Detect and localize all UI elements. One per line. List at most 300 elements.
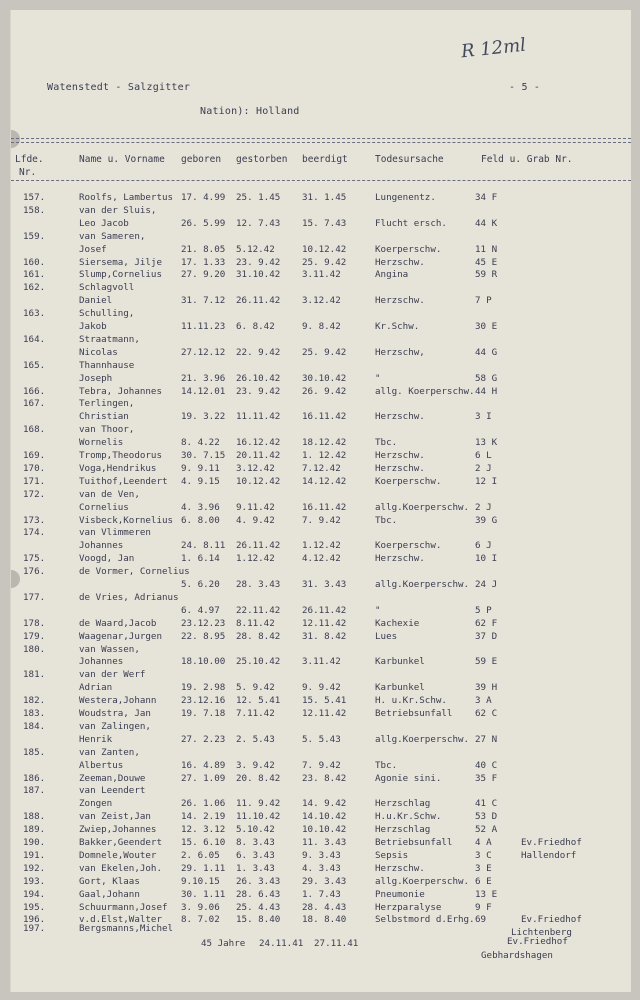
cell-cause: Tbc. <box>375 759 398 771</box>
col-lfde: Lfde. <box>15 154 44 165</box>
table-row <box>11 863 631 876</box>
table-row-continuation <box>11 579 631 592</box>
col-nr: Nr. <box>19 167 37 178</box>
rule-top-2 <box>11 142 631 143</box>
cell-died: 1.12.42 <box>236 553 275 565</box>
cell-grave: 3 E <box>475 862 492 874</box>
table-row <box>11 902 631 915</box>
table-row-continuation <box>11 605 631 618</box>
cell-died: 9.11.42 <box>236 501 275 513</box>
cell-cemetery: Hallendorf <box>521 849 577 861</box>
cell-cause: Herzschw. <box>375 295 425 307</box>
row-number: 159. <box>23 230 46 242</box>
cell-name: de Vormer, Cornelius <box>79 566 190 578</box>
cell-name: Leo Jacob <box>79 217 129 229</box>
cell-cause: Koerperschw. <box>375 475 442 487</box>
table-row <box>11 773 631 786</box>
cell-cause: Herzschw. <box>375 411 425 423</box>
cell-grave: 9 F <box>475 901 492 913</box>
cell-cause: " <box>375 604 381 616</box>
cell-born: 27. 9.20 <box>181 269 226 281</box>
cell-died: 3.12.42 <box>236 462 275 474</box>
cell-cause: Kachexie <box>375 617 420 629</box>
cell-cause: Sepsis <box>375 849 409 861</box>
cell-died: 7.11.42 <box>236 708 275 719</box>
table-row <box>11 515 631 528</box>
cell-buried: 23. 8.42 <box>302 772 347 784</box>
cell-born: 27. 1.09 <box>181 772 226 784</box>
cell-born: 21. 3.96 <box>181 372 226 384</box>
cell-grave: 39 H <box>475 682 498 694</box>
cell-died: 10.12.42 <box>236 475 281 487</box>
cell-born: 11.11.23 <box>181 321 226 332</box>
record-197-extra1: Ev.Friedhof <box>507 936 568 947</box>
col-name: Name u. Vorname <box>79 154 165 165</box>
cell-cemetery: Ev.Friedhof <box>521 837 582 848</box>
cell-cause: Betriebsunfall <box>375 708 453 719</box>
row-number: 163. <box>23 308 46 320</box>
row-number: 187. <box>23 785 46 797</box>
cell-name: Bakker,Geendert <box>79 837 162 848</box>
location-header: Watenstedt - Salzgitter <box>47 82 191 93</box>
row-number: 190. <box>23 837 46 848</box>
cell-grave: 4 A <box>475 837 492 848</box>
cell-born: 19. 2.98 <box>181 682 226 694</box>
cell-grave: 13 K <box>475 437 498 449</box>
cell-grave: 62 C <box>475 708 498 719</box>
cell-name: Zongen <box>79 798 113 810</box>
cell-born: 14. 2.19 <box>181 811 226 823</box>
cell-buried: 12.11.42 <box>302 708 347 719</box>
cell-name: Jakob <box>79 321 107 332</box>
cell-grave: 69 <box>475 914 487 926</box>
cell-died: 25. 1.45 <box>236 192 281 203</box>
cell-cause: Flucht ersch. <box>375 217 447 229</box>
cell-buried: 31. 1.45 <box>302 192 347 203</box>
cell-name: Schuurmann,Josef <box>79 901 168 913</box>
row-number: 174. <box>23 527 46 539</box>
cell-born: 6. 8.00 <box>181 514 220 526</box>
cell-died: 16.12.42 <box>236 437 281 449</box>
cell-cause: Agonie sini. <box>375 772 442 784</box>
cell-name: de Waard,Jacob <box>79 617 157 629</box>
cell-grave: 45 E <box>475 256 498 268</box>
cell-buried: 15. 5.41 <box>302 695 347 707</box>
cell-grave: 58 G <box>475 372 498 384</box>
table-row <box>11 257 631 270</box>
cell-born: 6. 4.97 <box>181 604 220 616</box>
cell-buried: 10.10.42 <box>302 824 347 836</box>
cell-buried: 12.11.42 <box>302 617 347 629</box>
cell-name: Straatmann, <box>79 333 140 345</box>
cell-grave: 59 R <box>475 269 498 281</box>
cell-born: 30. 1.11 <box>181 888 226 900</box>
col-feld-grab: Feld u. Grab Nr. <box>481 154 573 165</box>
table-row-continuation <box>11 295 631 308</box>
cell-buried: 16.11.42 <box>302 501 347 513</box>
cell-name: Westera,Johann <box>79 695 157 707</box>
cell-cause: Koerperschw. <box>375 540 442 552</box>
cell-born: 19. 3.22 <box>181 411 226 423</box>
row-number: 157. <box>23 192 46 203</box>
cell-name: Zwiep,Johannes <box>79 824 157 836</box>
cell-buried: 11. 3.43 <box>302 837 347 848</box>
document-page <box>10 10 631 992</box>
cell-born: 27.12.12 <box>181 346 226 358</box>
table-row <box>11 424 631 437</box>
cell-buried: 3.11.42 <box>302 656 341 668</box>
row-number: 177. <box>23 591 46 603</box>
cell-died: 6. 8.42 <box>236 321 275 332</box>
table-row <box>11 489 631 502</box>
cell-buried: 31. 3.43 <box>302 579 347 590</box>
col-todesursache: Todesursache <box>375 154 444 165</box>
cell-born: 4. 9.15 <box>181 475 220 487</box>
cell-buried: 9. 3.43 <box>302 849 341 861</box>
cell-born: 1. 6.14 <box>181 553 220 565</box>
cell-name: Johannes <box>79 656 124 668</box>
cell-buried: 1.12.42 <box>302 540 341 552</box>
cell-buried: 26. 9.42 <box>302 385 347 397</box>
table-row <box>11 876 631 889</box>
cell-name: van der Sluis, <box>79 204 157 216</box>
cell-grave: 3 C <box>475 849 492 861</box>
cell-cause: Karbunkel <box>375 682 425 694</box>
cell-died: 11. 9.42 <box>236 798 281 810</box>
table-row-continuation <box>11 437 631 450</box>
table-row <box>11 450 631 463</box>
cell-cause: Herzparalyse <box>375 901 442 913</box>
cell-died: 26.11.42 <box>236 295 281 307</box>
cell-cause: Herzschw. <box>375 450 425 461</box>
cell-name: Thannhause <box>79 359 135 371</box>
cell-born: 26. 5.99 <box>181 217 226 229</box>
record-197-name: Bergsmanns,Michel <box>79 923 174 934</box>
cell-died: 31.10.42 <box>236 269 281 281</box>
table-row <box>11 850 631 863</box>
cell-died: 8.11.42 <box>236 617 275 629</box>
handwritten-note: R 12ml <box>460 34 527 63</box>
cell-buried: 18. 8.40 <box>302 914 347 926</box>
cell-grave: 40 C <box>475 759 498 771</box>
punch-hole <box>11 130 20 148</box>
cell-name: Nicolas <box>79 346 118 358</box>
table-row <box>11 644 631 657</box>
cell-buried: 3.11.42 <box>302 269 341 281</box>
cell-grave: 3 A <box>475 695 492 707</box>
page-number: - 5 - <box>509 82 541 93</box>
cell-name: van Thoor, <box>79 424 135 436</box>
cell-name: Gaal,Johann <box>79 888 140 900</box>
table-row <box>11 360 631 373</box>
cell-born: 27. 2.23 <box>181 733 226 745</box>
cell-name: Albertus <box>79 759 124 771</box>
cell-grave: 2 J <box>475 501 492 513</box>
cell-died: 20.11.42 <box>236 450 281 461</box>
table-row <box>11 386 631 399</box>
row-number: 184. <box>23 720 46 732</box>
row-number: 171. <box>23 475 46 487</box>
cell-grave: 53 D <box>475 811 498 823</box>
cell-died: 1. 3.43 <box>236 862 275 874</box>
table-row <box>11 463 631 476</box>
cell-buried: 1. 7.43 <box>302 888 341 900</box>
cell-cemetery: Lichtenberg <box>511 927 572 939</box>
cell-died: 23. 9.42 <box>236 256 281 268</box>
row-number: 179. <box>23 630 46 642</box>
cell-name: Henrik <box>79 733 113 745</box>
cell-born: 4. 3.96 <box>181 501 220 513</box>
cell-buried: 25. 9.42 <box>302 346 347 358</box>
cell-buried: 18.12.42 <box>302 437 347 449</box>
cell-died: 28. 8.42 <box>236 630 281 642</box>
row-number: 188. <box>23 811 46 823</box>
cell-buried: 4.12.42 <box>302 553 341 565</box>
cell-name: v.d.Elst,Walter <box>79 914 162 926</box>
table-row <box>11 824 631 837</box>
cell-name: van Vlimmeren <box>79 527 151 539</box>
cell-name: Tuithof,Leendert <box>79 475 168 487</box>
cell-name: Zeeman,Douwe <box>79 772 146 784</box>
table-row <box>11 192 631 205</box>
cell-grave: 2 J <box>475 462 492 474</box>
row-number: 170. <box>23 462 46 474</box>
cell-name: van Ekelen,Joh. <box>79 862 162 874</box>
cell-died: 3. 9.42 <box>236 759 275 771</box>
cell-born: 8. 4.22 <box>181 437 220 449</box>
row-number: 180. <box>23 643 46 655</box>
cell-buried: 16.11.42 <box>302 411 347 423</box>
cell-name: Joseph <box>79 372 113 384</box>
cell-name: Woudstra, Jan <box>79 708 151 719</box>
cell-buried: 28. 4.43 <box>302 901 347 913</box>
cell-grave: 62 F <box>475 617 498 629</box>
cell-grave: 11 N <box>475 243 498 255</box>
cell-died: 20. 8.42 <box>236 772 281 784</box>
cell-buried: 7. 9.42 <box>302 514 341 526</box>
table-row <box>11 553 631 566</box>
cell-grave: 6 L <box>475 450 492 461</box>
cell-died: 26.10.42 <box>236 372 281 384</box>
cell-grave: 13 E <box>475 888 498 900</box>
row-number: 173. <box>23 514 46 526</box>
record-197-gest: 24.11.41 <box>259 938 304 949</box>
cell-grave: 37 D <box>475 630 498 642</box>
row-number: 195. <box>23 901 46 913</box>
cell-died: 8. 3.43 <box>236 837 275 848</box>
cell-died: 26. 3.43 <box>236 875 281 887</box>
cell-buried: 3.12.42 <box>302 295 341 307</box>
cell-name: Tebra, Johannes <box>79 385 162 397</box>
table-row-continuation <box>11 321 631 334</box>
cell-died: 28. 6.43 <box>236 888 281 900</box>
table-row-continuation <box>11 734 631 747</box>
row-number: 182. <box>23 695 46 707</box>
cell-cause: Koerperschw. <box>375 243 442 255</box>
cell-buried: 14. 9.42 <box>302 798 347 810</box>
cell-cause: Selbstmord d.Erhg. <box>375 914 475 926</box>
table-row-continuation <box>11 411 631 424</box>
cell-buried: 1. 12.42 <box>302 450 347 461</box>
cell-name: Cornelius <box>79 501 129 513</box>
cell-grave: 12 I <box>475 475 498 487</box>
cell-died: 12. 5.41 <box>236 695 281 707</box>
cell-died: 2. 5.43 <box>236 733 275 745</box>
cell-name: Voogd, Jan <box>79 553 135 565</box>
cell-name: Christian <box>79 411 129 423</box>
cell-died: 15. 8.40 <box>236 914 281 926</box>
cell-cause: Herzschlag <box>375 798 431 810</box>
cell-name: van Sameren, <box>79 230 146 242</box>
row-number: 165. <box>23 359 46 371</box>
cell-name: Visbeck,Kornelius <box>79 514 174 526</box>
cell-grave: 44 K <box>475 217 498 229</box>
table-row <box>11 631 631 644</box>
cell-cause: Pneumonie <box>375 888 425 900</box>
cell-grave: 44 H <box>475 385 498 397</box>
cell-buried: 4. 3.43 <box>302 862 341 874</box>
row-number: 176. <box>23 566 46 578</box>
cell-born: 3. 9.06 <box>181 901 220 913</box>
cell-grave: 6 E <box>475 875 492 887</box>
cell-cemetery: Ev.Friedhof <box>521 914 582 926</box>
record-197-extra2: Gebhardshagen <box>481 950 553 961</box>
table-row <box>11 527 631 540</box>
cell-name: Daniel <box>79 295 113 307</box>
table-row <box>11 269 631 282</box>
cell-grave: 52 A <box>475 824 498 836</box>
cell-cause: allg.Koerperschw. <box>375 579 470 590</box>
row-number: 194. <box>23 888 46 900</box>
cell-born: 17. 1.33 <box>181 256 226 268</box>
cell-buried: 10.12.42 <box>302 243 347 255</box>
row-number: 185. <box>23 746 46 758</box>
cell-buried: 30.10.42 <box>302 372 347 384</box>
cell-buried: 9. 8.42 <box>302 321 341 332</box>
cell-buried: 26.11.42 <box>302 604 347 616</box>
table-row-continuation <box>11 373 631 386</box>
cell-buried: 14.10.42 <box>302 811 347 823</box>
table-row <box>11 785 631 798</box>
table-row <box>11 811 631 824</box>
row-number: 191. <box>23 849 46 861</box>
cell-name: van Wassen, <box>79 643 140 655</box>
cell-name: Johannes <box>79 540 124 552</box>
cell-died: 11.10.42 <box>236 811 281 823</box>
cell-died: 4. 9.42 <box>236 514 275 526</box>
table-row <box>11 618 631 631</box>
cell-born: 5. 6.20 <box>181 579 220 590</box>
cell-born: 18.10.00 <box>181 656 226 668</box>
table-row-continuation <box>11 244 631 257</box>
cell-buried: 31. 8.42 <box>302 630 347 642</box>
cell-died: 5. 9.42 <box>236 682 275 694</box>
table-row-continuation <box>11 682 631 695</box>
nation-line: Nation): Holland <box>200 106 300 117</box>
cell-born: 23.12.16 <box>181 695 226 707</box>
cell-grave: 35 F <box>475 772 498 784</box>
cell-died: 5.12.42 <box>236 243 275 255</box>
cell-grave: 7 P <box>475 295 492 307</box>
row-number: 186. <box>23 772 46 784</box>
row-number: 192. <box>23 862 46 874</box>
row-number: 166. <box>23 385 46 397</box>
cell-name: Adrian <box>79 682 113 694</box>
cell-grave: 6 J <box>475 540 492 552</box>
cell-born: 24. 8.11 <box>181 540 226 552</box>
cell-buried: 7. 9.42 <box>302 759 341 771</box>
table-row <box>11 282 631 295</box>
row-number: 168. <box>23 424 46 436</box>
cell-cause: Herzschw, <box>375 346 425 358</box>
record-197-nr: 197. <box>23 923 46 934</box>
table-row <box>11 308 631 321</box>
cell-born: 12. 3.12 <box>181 824 226 836</box>
table-row-continuation <box>11 798 631 811</box>
cell-name: van de Ven, <box>79 488 140 500</box>
table-row <box>11 592 631 605</box>
rule-top <box>11 138 631 139</box>
col-geboren: geboren <box>181 154 222 165</box>
cell-died: 28. 3.43 <box>236 579 281 590</box>
cell-grave: 24 J <box>475 579 498 590</box>
cell-cause: Betriebsunfall <box>375 837 453 848</box>
row-number: 162. <box>23 282 46 294</box>
cell-name: van der Werf <box>79 669 146 681</box>
table-row <box>11 669 631 682</box>
table-row-continuation <box>11 502 631 515</box>
table-row <box>11 747 631 760</box>
row-number: 183. <box>23 708 46 719</box>
table-row-continuation <box>11 760 631 773</box>
row-number: 167. <box>23 398 46 410</box>
table-row <box>11 708 631 721</box>
cell-grave: 41 C <box>475 798 498 810</box>
cell-name: Schlagvoll <box>79 282 135 294</box>
cell-name: van Zeist,Jan <box>79 811 151 823</box>
cell-born: 30. 7.15 <box>181 450 226 461</box>
cell-died: 6. 3.43 <box>236 849 275 861</box>
col-gestorben: gestorben <box>236 154 288 165</box>
cell-born: 23.12.23 <box>181 617 226 629</box>
cell-grave: 5 P <box>475 604 492 616</box>
cell-grave: 30 E <box>475 321 498 332</box>
cell-born: 26. 1.06 <box>181 798 226 810</box>
row-number: 196. <box>23 914 46 926</box>
table-row-continuation <box>11 656 631 669</box>
cell-buried: 29. 3.43 <box>302 875 347 887</box>
cell-born: 15. 6.10 <box>181 837 226 848</box>
row-number: 175. <box>23 553 46 565</box>
cell-grave: 44 G <box>475 346 498 358</box>
cell-cause: Herzschw. <box>375 862 425 874</box>
cell-died: 22.11.42 <box>236 604 281 616</box>
cell-born: 31. 7.12 <box>181 295 226 307</box>
cell-buried: 15. 7.43 <box>302 217 347 229</box>
cell-name: Wornelis <box>79 437 124 449</box>
table-row <box>11 205 631 218</box>
table-row <box>11 695 631 708</box>
cell-cause: Herzschw. <box>375 256 425 268</box>
table-row <box>11 476 631 489</box>
cell-cause: Tbc. <box>375 437 398 449</box>
cell-cause: Herzschw. <box>375 462 425 474</box>
cell-cause: H.u.Kr.Schw. <box>375 811 442 823</box>
cell-born: 19. 7.18 <box>181 708 226 719</box>
table-row <box>11 566 631 579</box>
row-number: 160. <box>23 256 46 268</box>
cell-cause: Kr.Schw. <box>375 321 420 332</box>
